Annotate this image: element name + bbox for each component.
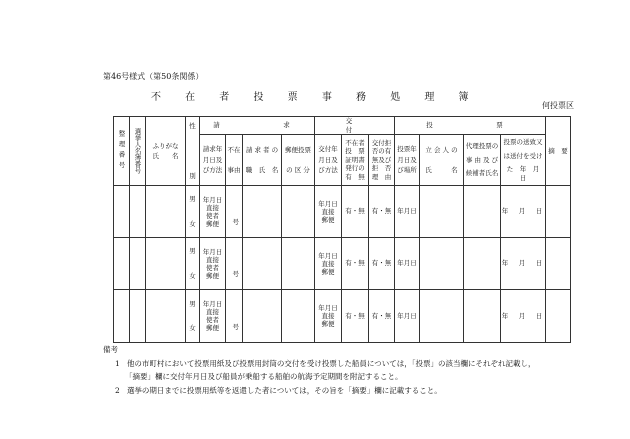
- notes-section: [103, 343, 536, 397]
- cell-sex[interactable]: 男 女: [186, 290, 200, 343]
- note-text: 他の市町村において投票用紙及び投票用封筒の交付を受け投票した船員については，「投票」の該当欄にそれぞれ記載し，: [126, 358, 536, 368]
- cell-seiri-bango[interactable]: [114, 238, 130, 290]
- note-text: 選挙の期日までに投票用紙等を返還した者については，その旨を「摘要」欄に記載すること。: [126, 385, 442, 395]
- header-meibo-bango: 選挙人名簿番号: [130, 117, 146, 186]
- cell-sex[interactable]: 男 女: [186, 238, 200, 290]
- header-row-1: [114, 117, 571, 135]
- cell-seikyusha[interactable]: [243, 238, 282, 290]
- cell-seikyusha[interactable]: [243, 290, 282, 343]
- cell-tekiyo[interactable]: [546, 238, 571, 290]
- cell-fuzai-jiyu[interactable]: 号: [226, 290, 243, 343]
- cell-meibo-bango[interactable]: [130, 290, 146, 343]
- table-row: [114, 238, 571, 290]
- cell-seiri-bango[interactable]: [114, 186, 130, 238]
- cell-dairi-tohyo[interactable]: [464, 238, 501, 290]
- cell-fuzai-jiyu[interactable]: 号: [226, 238, 243, 290]
- cell-soufu[interactable]: 年 月 日: [501, 238, 546, 290]
- cell-name[interactable]: [146, 186, 186, 238]
- header-yubin: 郵便投票 の 区 分: [282, 135, 315, 186]
- cell-seikyu-date[interactable]: 年月日 直接 使者 郵便: [200, 186, 226, 238]
- cell-kyohi-riyu[interactable]: 有・無: [369, 238, 395, 290]
- header-seiri-bango: 整理番号: [114, 117, 130, 186]
- cell-tohyo-date[interactable]: 年月日: [395, 238, 420, 290]
- cell-soufu[interactable]: 年 月 日: [501, 290, 546, 343]
- cell-tekiyo[interactable]: [546, 290, 571, 343]
- cell-yubin[interactable]: [282, 186, 315, 238]
- voting-district: 何投票区: [542, 101, 574, 110]
- page-title: 不 在 者 投 票 事 務 処 理 簿: [150, 92, 480, 103]
- cell-tohyo-date[interactable]: 年月日: [395, 290, 420, 343]
- cell-name[interactable]: [146, 290, 186, 343]
- header-tohyo-date: 投票年 月日及 び場所: [395, 135, 420, 186]
- header-kofu: 交 付: [315, 117, 395, 135]
- header-tachiainin: 立 会 人 の 氏 名: [420, 135, 464, 186]
- cell-tekiyo[interactable]: [546, 186, 571, 238]
- header-seikyu: 請 求: [200, 117, 315, 135]
- cell-sex[interactable]: 男 女: [186, 186, 200, 238]
- cell-seikyu-date[interactable]: 年月日 直接 使者 郵便: [200, 290, 226, 343]
- header-furigana: ふりがな: [152, 141, 179, 150]
- note-continuation: 「摘要」欄に交付年月日及び船員が乗船する船舶の航海予定期間を附記すること。: [125, 372, 403, 381]
- cell-fuzai-shomeisho[interactable]: 有・無: [342, 238, 369, 290]
- note-number: 1: [115, 358, 120, 368]
- header-tekiyo: 摘 要: [546, 117, 571, 186]
- cell-meibo-bango[interactable]: [130, 238, 146, 290]
- cell-kofu-date[interactable]: 年月日 直接 郵便: [315, 290, 342, 343]
- note-item: [103, 357, 536, 371]
- cell-tohyo-date[interactable]: 年月日: [395, 186, 420, 238]
- note-number: 2: [115, 385, 120, 395]
- cell-fuzai-shomeisho[interactable]: 有・無: [342, 290, 369, 343]
- header-seikyusha: 請 求 者 の 職 氏 名: [243, 135, 282, 186]
- cell-seikyu-date[interactable]: 年月日 直接 使者 郵便: [200, 238, 226, 290]
- cell-name[interactable]: [146, 238, 186, 290]
- note-item: [103, 384, 536, 398]
- cell-seiri-bango[interactable]: [114, 290, 130, 343]
- cell-tachiainin[interactable]: [420, 290, 464, 343]
- form-number: 第46号様式（第50条関係）: [103, 72, 204, 81]
- cell-meibo-bango[interactable]: [130, 186, 146, 238]
- header-shimei: 氏 名: [152, 152, 179, 160]
- cell-dairi-tohyo[interactable]: [464, 290, 501, 343]
- header-fuzai-jiyu: 不在 事由: [226, 135, 243, 186]
- cell-tachiainin[interactable]: [420, 238, 464, 290]
- cell-kofu-date[interactable]: 年月日 直接 郵便: [315, 238, 342, 290]
- header-seikyu-date: 請求年 月日及 び方法: [200, 135, 226, 186]
- notes-heading: 備考: [103, 345, 118, 354]
- cell-seikyusha[interactable]: [243, 186, 282, 238]
- header-kyohi-riyu: 交付拒 否の有 無及び 拒 否 理 由: [369, 135, 395, 186]
- register-table: [113, 116, 571, 343]
- cell-dairi-tohyo[interactable]: [464, 186, 501, 238]
- cell-yubin[interactable]: [282, 238, 315, 290]
- header-sex: 性 別: [186, 117, 200, 186]
- header-kofu-date: 交付年 月日及 び方法: [315, 135, 342, 186]
- cell-kofu-date[interactable]: 年月日 直接 郵便: [315, 186, 342, 238]
- header-dairi-tohyo: 代理投票の 事 由 及 び 候補者氏名: [464, 135, 501, 186]
- cell-soufu[interactable]: 年 月 日: [501, 186, 546, 238]
- header-tohyo: 投 票: [395, 117, 546, 135]
- cell-tachiainin[interactable]: [420, 186, 464, 238]
- header-fuzai-shomeisho: 不在者 投 票 証明書 発行の 有 無: [342, 135, 369, 186]
- cell-fuzai-shomeisho[interactable]: 有・無: [342, 186, 369, 238]
- cell-kyohi-riyu[interactable]: 有・無: [369, 186, 395, 238]
- header-soufu: 投票の送致又 は送付を受け た 年 月 日: [501, 135, 546, 186]
- table-row: [114, 290, 571, 343]
- header-name: [146, 117, 186, 186]
- table-row: [114, 186, 571, 238]
- cell-kyohi-riyu[interactable]: 有・無: [369, 290, 395, 343]
- cell-yubin[interactable]: [282, 290, 315, 343]
- cell-fuzai-jiyu[interactable]: 号: [226, 186, 243, 238]
